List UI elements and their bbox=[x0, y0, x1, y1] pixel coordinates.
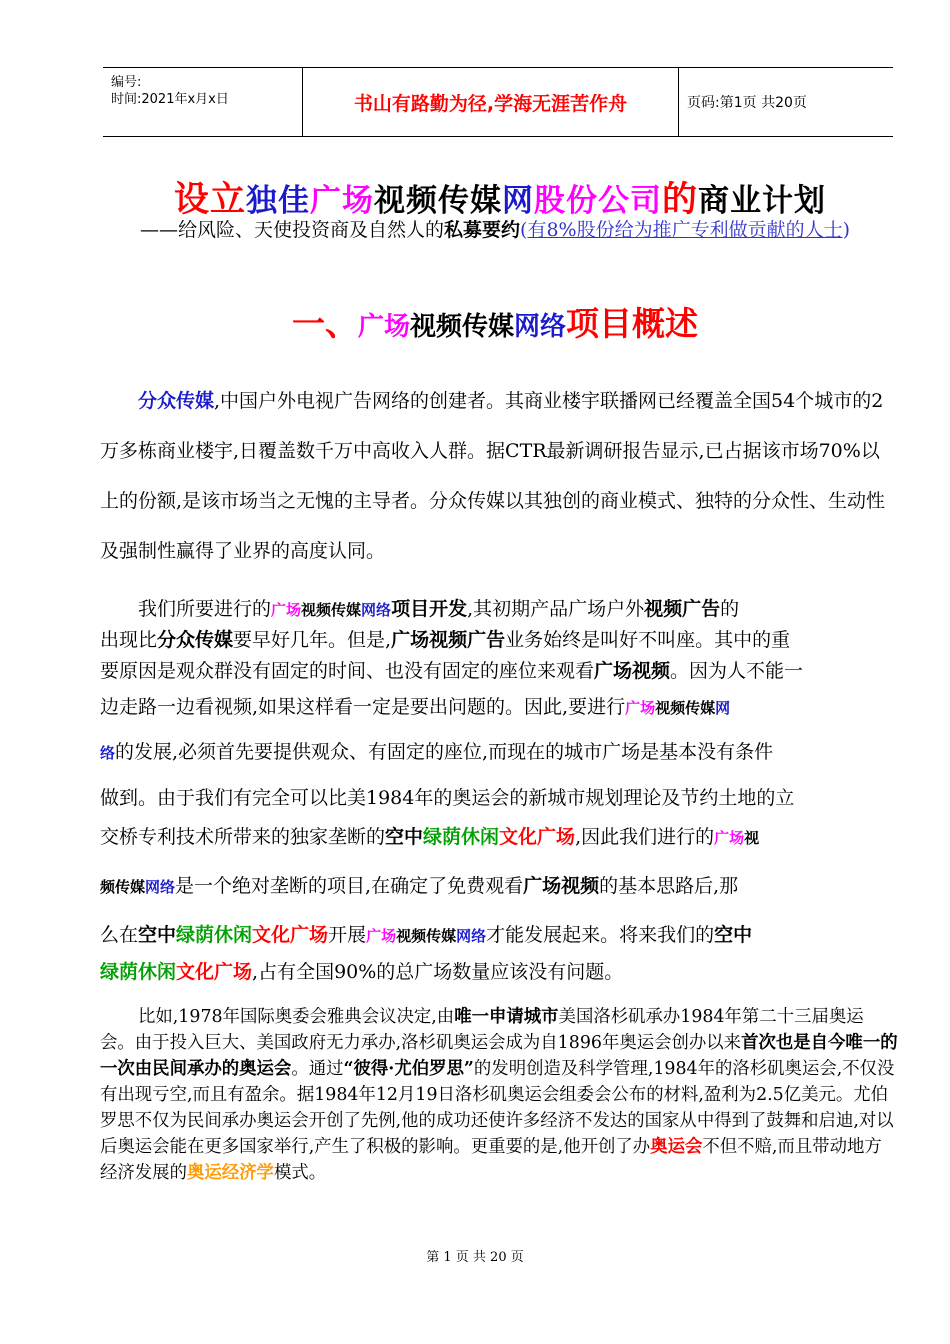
para2-term: 络 bbox=[100, 744, 116, 762]
para3-text: 模式。 bbox=[273, 1163, 327, 1183]
subtitle-paren: ( bbox=[520, 219, 528, 241]
para2-bold: 分众传媒 bbox=[157, 629, 234, 651]
para3-bold: 首次也是自今唯一的一次由民间承办的奥运会 bbox=[100, 1033, 898, 1079]
para2-red: 文化广场 bbox=[176, 961, 253, 983]
para3-bold: 唯一申请城市 bbox=[454, 1007, 559, 1027]
para2-term: 广场 bbox=[271, 601, 302, 619]
para1-text: ,中国户外电视广告网络的创建者。其商业楼宇联播网已经覆盖全国54个城市的2万多栋商业楼宇,日覆盖数千万中高收入人群。据CTR最新调研报告显示,已占据该市场70%以上的份额,是该市场当之无愧的主导者。分众传媒以其独创的商业模式、独特的分众性、生动性及强制性赢得了业界的高度认同。 bbox=[100, 390, 886, 562]
header-meta-cell bbox=[103, 68, 303, 136]
para2-text: 是一个绝对垄断的项目,在确定了免费观看 bbox=[175, 875, 524, 897]
para2-term: 网 bbox=[715, 699, 731, 717]
para2-text: 的基本思路后,那 bbox=[599, 875, 739, 897]
para2-text: 我们所要进行的 bbox=[138, 598, 272, 620]
subtitle-link[interactable]: 有8%股份给为推广专利做贡献的人士 bbox=[527, 219, 843, 241]
para2-text: ,因此我们进行的 bbox=[575, 826, 715, 848]
title-part: 广场 bbox=[310, 183, 374, 219]
paragraph-1 bbox=[100, 376, 898, 576]
para2-term: 网络 bbox=[145, 878, 176, 896]
para2-term: 广场 bbox=[714, 829, 745, 847]
para2-text: 要原因是观众群没有固定的时间、也没有固定的座位来观看 bbox=[100, 660, 595, 682]
heading-part: 广场 bbox=[357, 312, 410, 342]
para3-text: 比如,1978年国际奥委会雅典会议决定,由 bbox=[138, 1007, 455, 1027]
para2-text: 要早好几年。但是, bbox=[233, 629, 392, 651]
heading-part: 视频传媒 bbox=[409, 312, 514, 342]
para3-text: 的发明创造及科学管理,1984年的洛杉矶奥运会,不仅没有出现亏空,而且有盈余。据1984年12月19日洛杉矶奥运会组委会公布的材料,盈利为2.5亿美元。尤伯罗思不仅为民间承办奥运会开创了先例,他的成功还使许多经济不发达的国家从中得到了鼓舞和启迪,对以后奥运会能在更多国家举行,产生了积极的影响。更重要的是,他开创了办 bbox=[100, 1059, 895, 1157]
para2-term: 网络 bbox=[361, 601, 392, 619]
para3-text: 。通过 bbox=[291, 1059, 344, 1079]
para2-term: 视频传媒 bbox=[301, 601, 362, 619]
title-part: 独佳 bbox=[246, 183, 310, 219]
para2-term: 视频传媒 bbox=[396, 927, 457, 945]
para2-text: 才能发展起来。将来我们的 bbox=[486, 924, 715, 946]
heading-part: 网络 bbox=[514, 312, 567, 342]
heading-number: 一、 bbox=[291, 304, 358, 343]
para2-text: ,占有全国90%的总广场数量应该没有问题。 bbox=[252, 961, 624, 983]
header-table bbox=[103, 67, 893, 137]
title-part: 网 bbox=[502, 183, 534, 219]
number-label: 编号: bbox=[111, 75, 142, 90]
para2-term: 广场 bbox=[625, 699, 656, 717]
para3-orange: 奥运经济学 bbox=[186, 1163, 274, 1183]
para2-bold: 项目开发 bbox=[391, 598, 468, 620]
document-title bbox=[100, 172, 900, 222]
para2-text: 交桥专利技术所带来的独家垄断的 bbox=[100, 826, 386, 848]
header-page-info: 页码:第1页 共20页 bbox=[687, 95, 807, 111]
para1-lead: 分众传媒 bbox=[138, 390, 215, 412]
section-heading bbox=[100, 298, 890, 345]
para2-text: 做到。由于我们有完全可以比美1984年的奥运会的新城市规划理论及节约土地的立 bbox=[100, 787, 795, 809]
para2-bold: 广场视频广告 bbox=[391, 629, 506, 651]
title-part: 股份公司 bbox=[534, 183, 662, 219]
title-part: 视频传媒 bbox=[374, 183, 502, 219]
para2-green: 绿荫休闲 bbox=[100, 961, 177, 983]
paragraph-3 bbox=[100, 1004, 898, 1186]
para2-red: 文化广场 bbox=[252, 924, 329, 946]
para2-text: 的 bbox=[720, 598, 740, 620]
para2-bold: 空中 bbox=[385, 826, 424, 848]
para3-text: 美国洛杉矶承办1984年第二十三届奥运会。由于投入巨大、美国政府无力承办,洛杉矶奥运会成为自1896年奥运会创办以来 bbox=[100, 1007, 864, 1053]
para2-text: 么在 bbox=[100, 924, 139, 946]
para2-red: 文化广场 bbox=[499, 826, 576, 848]
para2-term: 网络 bbox=[456, 927, 487, 945]
title-part: 设立 bbox=[173, 180, 246, 220]
para2-text: 的发展,必须首先要提供观众、有固定的座位,而现在的城市广场是基本没有条件 bbox=[115, 741, 774, 763]
para2-green: 绿荫休闲 bbox=[176, 924, 253, 946]
para2-text: ,其初期产品广场户外 bbox=[467, 598, 645, 620]
para2-bold: 空中 bbox=[138, 924, 177, 946]
page-footer: 第 1 页 共 20 页 bbox=[426, 1250, 524, 1265]
para2-term: 频传媒 bbox=[100, 878, 146, 896]
para2-bold: 空中 bbox=[714, 924, 753, 946]
para2-green: 绿荫休闲 bbox=[423, 826, 500, 848]
para3-red: 奥运会 bbox=[650, 1137, 703, 1157]
para2-text: 开展 bbox=[328, 924, 367, 946]
heading-part: 项目概述 bbox=[566, 304, 699, 343]
para2-text: 出现比 bbox=[100, 629, 158, 651]
para2-bold: 广场视频 bbox=[594, 660, 671, 682]
para2-term: 视 bbox=[744, 829, 760, 847]
document-subtitle bbox=[100, 218, 890, 243]
para2-bold: 广场视频 bbox=[523, 875, 600, 897]
subtitle-paren: ) bbox=[842, 219, 851, 241]
para2-text: 边走路一边看视频,如果这样看一定是要出问题的。因此,要进行 bbox=[100, 696, 626, 718]
para2-term: 视频传媒 bbox=[655, 699, 716, 717]
subtitle-bold: 私募要约 bbox=[444, 219, 521, 241]
header-motto: 书山有路勤为径,学海无涯苦作舟 bbox=[303, 68, 679, 136]
para2-text: 业务始终是叫好不叫座。其中的重 bbox=[505, 629, 791, 651]
para2-text: 。因为人不能一 bbox=[670, 660, 804, 682]
date-label: 时间:2021年x月x日 bbox=[111, 92, 229, 107]
para3-bold: “彼得·尤伯罗思” bbox=[343, 1059, 474, 1079]
title-part: 商业计划 bbox=[698, 183, 827, 219]
paragraph-2 bbox=[100, 594, 898, 990]
title-part: 的 bbox=[662, 180, 699, 220]
para2-term: 广场 bbox=[366, 927, 397, 945]
para2-bold: 视频广告 bbox=[644, 598, 721, 620]
para3-text: 不但不赔,而且带动地方经济发展的 bbox=[100, 1137, 882, 1183]
subtitle-text: ——给风险、天使投资商及自然人的 bbox=[139, 219, 444, 241]
